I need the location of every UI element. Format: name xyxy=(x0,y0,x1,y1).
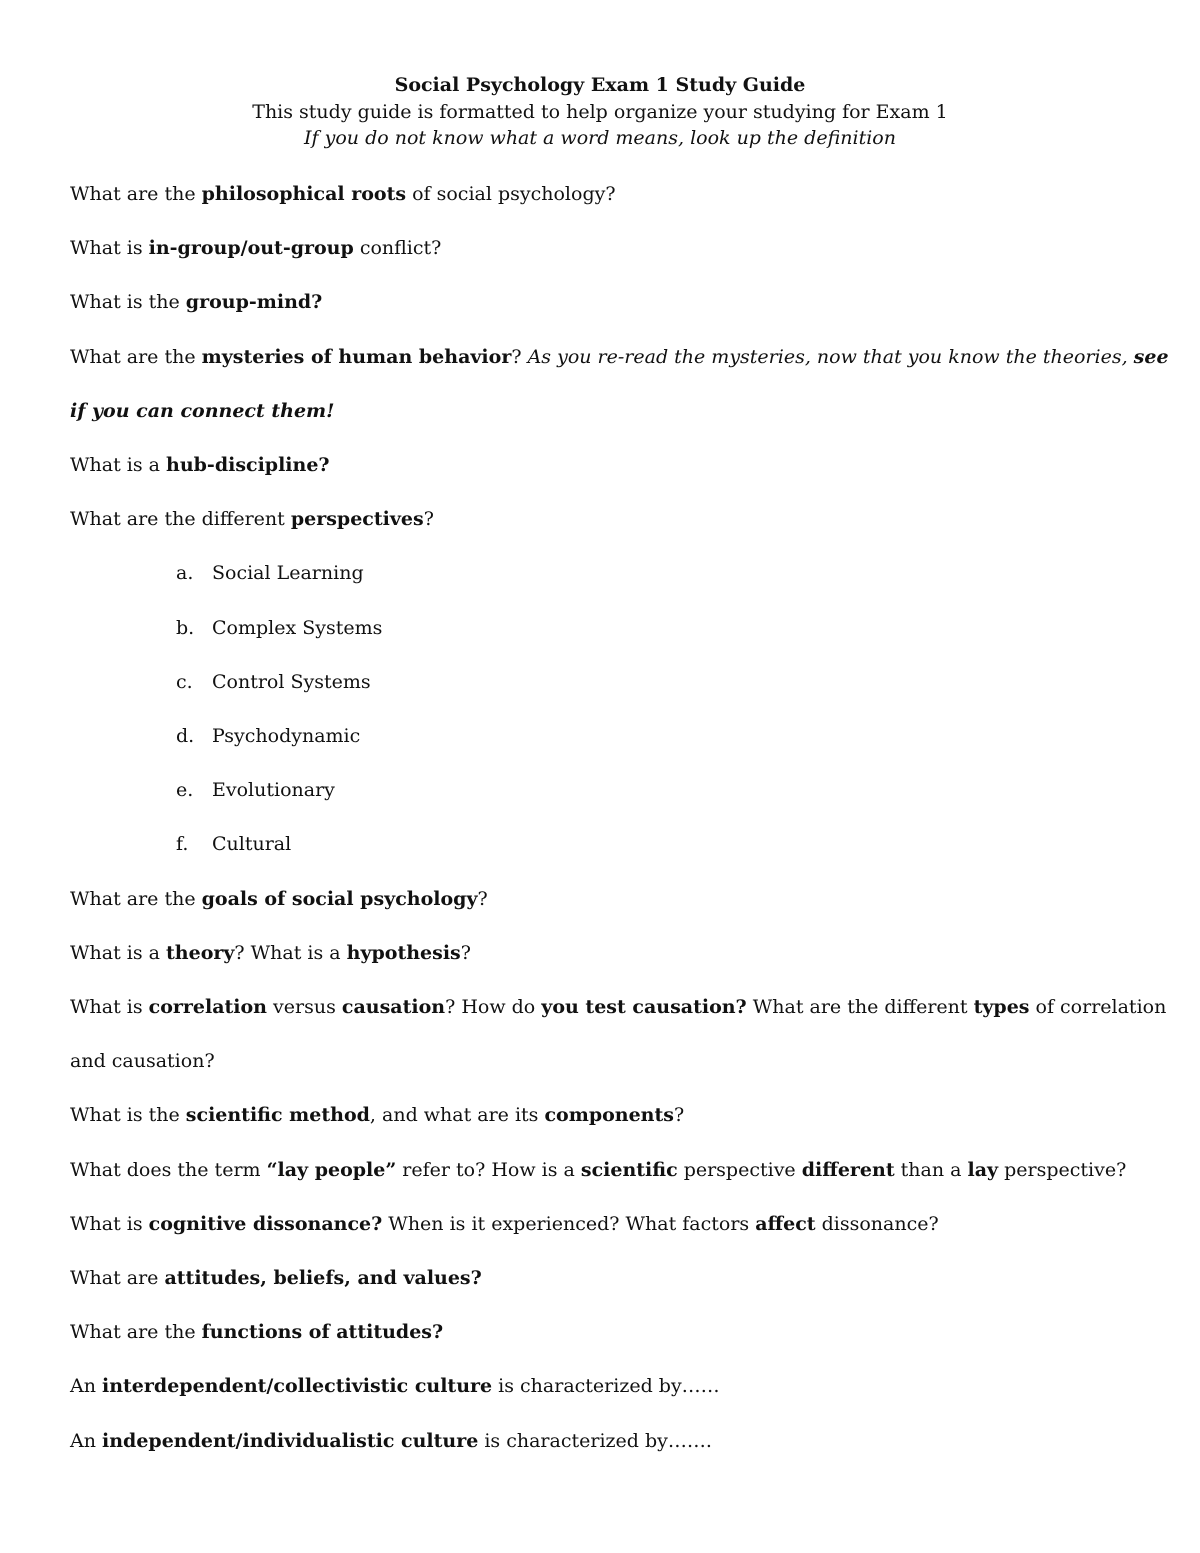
page-title: Social Psychology Exam 1 Study Guide xyxy=(394,74,806,96)
key-term: independent/individualistic culture xyxy=(102,1429,479,1452)
question-text: What are the xyxy=(70,345,202,368)
key-term: different xyxy=(801,1158,895,1181)
question-line-b-10 xyxy=(70,1428,1150,1454)
perspective-label: Psychodynamic xyxy=(212,725,361,747)
question-text: What is xyxy=(70,1212,149,1235)
perspective-item xyxy=(176,560,776,586)
key-term: lay xyxy=(967,1158,999,1181)
question-text: What is xyxy=(70,237,149,260)
question-text: What are the xyxy=(70,1321,202,1344)
question-text: When is it experienced? What factors xyxy=(382,1212,756,1235)
question-line-b-5 xyxy=(70,1157,1150,1183)
question-text: is characterized by……. xyxy=(478,1429,712,1452)
key-term: interdependent/collectivistic culture xyxy=(102,1375,493,1398)
key-term: if you can connect them! xyxy=(70,399,335,422)
question-text: of social psychology? xyxy=(406,183,616,205)
question-text: An xyxy=(70,1375,102,1398)
list-letter: b. xyxy=(176,616,195,639)
question-text: ? xyxy=(511,345,528,368)
question-text: What does the term xyxy=(70,1158,267,1181)
question-text: conflict? xyxy=(353,237,442,260)
question-line-6 xyxy=(70,506,1150,532)
question-text: dissonance? xyxy=(815,1212,939,1235)
key-term: components xyxy=(544,1104,674,1127)
key-term: scientific xyxy=(580,1158,678,1181)
key-term: “lay people” xyxy=(266,1158,397,1181)
question-text: , and what are its xyxy=(369,1104,545,1127)
question-text: What are xyxy=(70,1267,165,1289)
question-text: versus xyxy=(267,996,342,1018)
list-letter: d. xyxy=(176,725,195,747)
perspective-item xyxy=(176,723,776,749)
question-line-b-2 xyxy=(70,994,1167,1020)
key-term: you test causation? xyxy=(541,996,747,1018)
question-text: is characterized by…… xyxy=(492,1375,720,1398)
question-text: What is the xyxy=(70,291,186,314)
question-text: What is a xyxy=(70,941,167,964)
question-text: An xyxy=(70,1429,102,1452)
question-text: ? xyxy=(423,508,434,531)
key-term: theory xyxy=(166,941,235,964)
key-term: types xyxy=(973,996,1030,1018)
question-line-3 xyxy=(70,344,1169,370)
question-line-b-3 xyxy=(70,1048,1150,1074)
question-line-b-0 xyxy=(70,886,1150,912)
question-line-b-1 xyxy=(70,940,1150,966)
question-text: ? xyxy=(460,941,471,964)
key-term: group-mind? xyxy=(185,291,323,314)
question-text: ? xyxy=(673,1104,685,1127)
perspective-label: Complex Systems xyxy=(212,616,383,639)
question-line-b-8 xyxy=(70,1319,1150,1345)
question-text: ? How do xyxy=(445,996,542,1018)
perspective-item xyxy=(176,669,776,695)
perspective-label: Control Systems xyxy=(212,670,371,693)
key-term: causation xyxy=(341,996,446,1018)
question-text: refer to? How is a xyxy=(396,1158,581,1181)
perspective-label: Social Learning xyxy=(212,562,364,585)
key-term: goals of social psychology xyxy=(201,887,478,910)
key-term: cognitive dissonance? xyxy=(148,1212,383,1235)
question-line-b-9 xyxy=(70,1373,1150,1399)
question-text: What is the xyxy=(70,1104,186,1127)
question-line-5 xyxy=(70,452,1150,478)
question-text: ? xyxy=(477,887,488,910)
key-term: philosophical roots xyxy=(201,183,407,205)
question-text: and causation? xyxy=(70,1050,215,1073)
page-subtitle: This study guide is formatted to help organize your studying for Exam 1 xyxy=(252,101,948,123)
key-term: As you re-read the mysteries, now that you know the theories, xyxy=(527,345,1134,368)
perspective-item xyxy=(176,831,776,857)
question-text: What are the different xyxy=(70,508,291,531)
perspective-item xyxy=(176,777,776,803)
question-text: What are the xyxy=(70,183,202,205)
perspective-item xyxy=(176,615,776,641)
question-text: perspective xyxy=(677,1158,802,1181)
question-text: than a xyxy=(894,1158,968,1181)
key-term: attitudes, beliefs, and values? xyxy=(164,1267,482,1289)
question-text: What is a xyxy=(70,454,167,476)
question-line-b-7 xyxy=(70,1265,1150,1291)
question-line-4 xyxy=(70,398,1150,424)
key-term: affect xyxy=(755,1212,816,1235)
question-text: What are the different xyxy=(746,996,974,1018)
list-letter: e. xyxy=(176,779,194,802)
key-term: perspectives xyxy=(290,508,424,531)
question-text: ? What is a xyxy=(234,941,347,964)
key-term: mysteries of human behavior xyxy=(201,345,512,368)
key-term: hub-discipline? xyxy=(166,454,330,476)
question-text: of correlation xyxy=(1029,996,1167,1018)
key-term: correlation xyxy=(148,996,268,1018)
question-line-1 xyxy=(70,235,1150,261)
question-line-b-4 xyxy=(70,1102,1150,1128)
perspective-label: Evolutionary xyxy=(212,779,335,802)
key-term: in-group/out-group xyxy=(148,237,354,260)
question-text: What are the xyxy=(70,887,202,910)
question-line-0 xyxy=(70,181,1150,207)
question-line-2 xyxy=(70,289,1150,315)
list-letter: f. xyxy=(176,833,189,856)
key-term: functions of attitudes? xyxy=(201,1321,444,1344)
perspective-label: Cultural xyxy=(212,833,292,856)
key-term: see xyxy=(1133,345,1169,368)
definition-note: If you do not know what a word means, look up the definition xyxy=(304,127,896,149)
key-term: hypothesis xyxy=(346,941,461,964)
key-term: scientific method xyxy=(185,1104,370,1127)
question-text: What is xyxy=(70,996,149,1018)
list-letter: a. xyxy=(176,562,194,585)
list-letter: c. xyxy=(176,670,193,693)
question-text: perspective? xyxy=(998,1158,1127,1181)
question-line-b-6 xyxy=(70,1211,1150,1237)
